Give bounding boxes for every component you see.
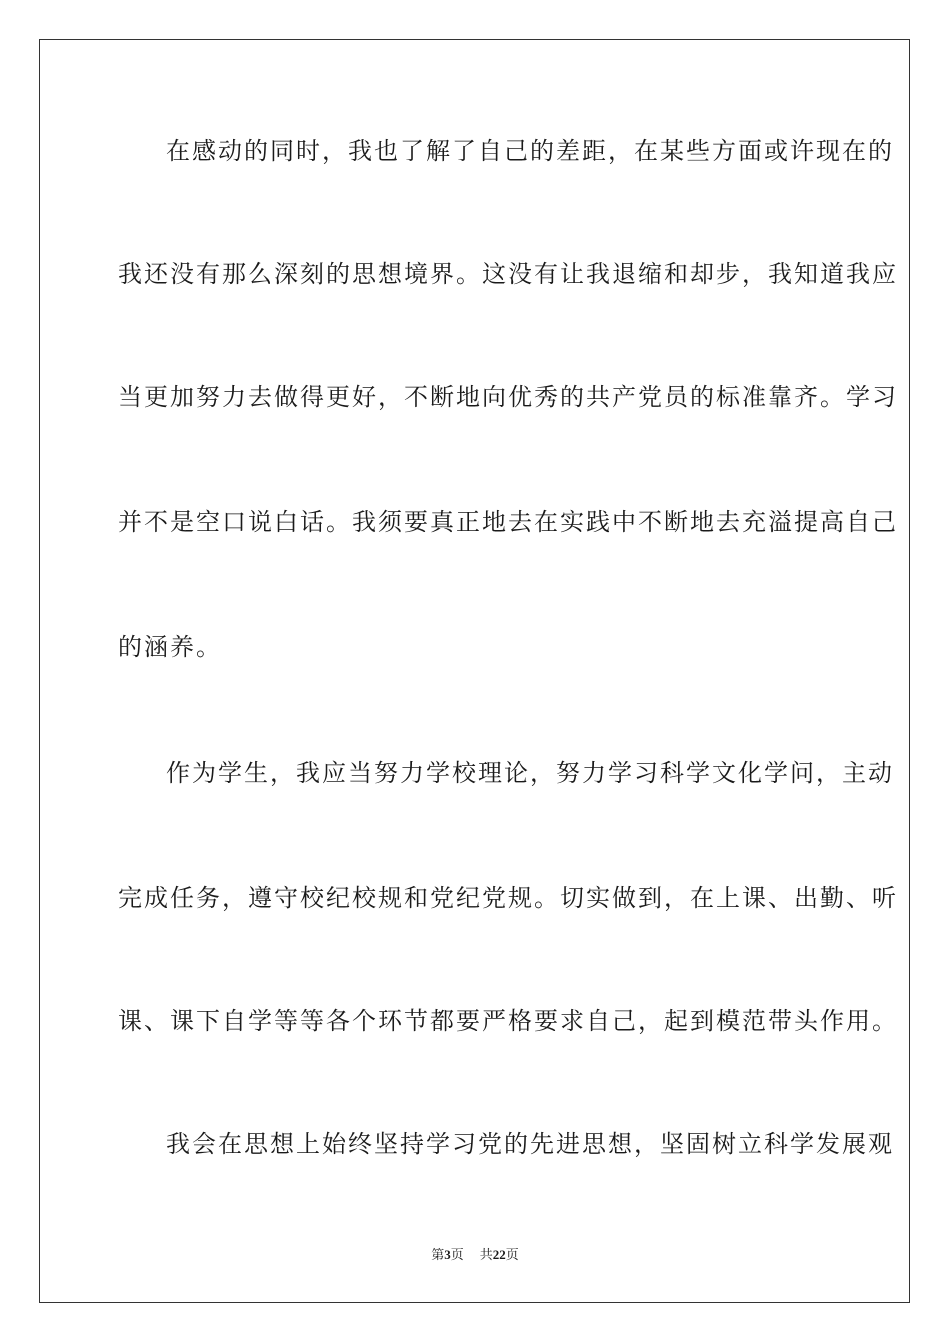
paragraph-line: 的涵养。 [118,633,222,661]
page-number: 第3页 [431,1247,464,1263]
paragraph-line: 并不是空口说白话。我须要真正地去在实践中不断地去充溢提高自己 [118,508,898,536]
page-total: 共22页 [479,1247,519,1263]
paragraph-line: 我还没有那么深刻的思想境界。这没有让我退缩和却步，我知道我应 [118,260,898,288]
page-footer [0,1246,950,1265]
paragraph-line: 在感动的同时，我也了解了自己的差距，在某些方面或许现在的 [166,137,894,165]
paragraph-line: 当更加努力去做得更好，不断地向优秀的共产党员的标准靠齐。学习 [118,383,898,411]
page-border [39,39,910,1303]
paragraph-line: 课、课下自学等等各个环节都要严格要求自己，起到模范带头作用。 [118,1007,898,1035]
paragraph-line: 完成任务，遵守校纪校规和党纪党规。切实做到，在上课、出勤、听 [118,884,898,912]
paragraph-line: 作为学生，我应当努力学校理论，努力学习科学文化学问，主动 [166,759,894,787]
paragraph-line: 我会在思想上始终坚持学习党的先进思想，坚固树立科学发展观 [166,1130,894,1158]
